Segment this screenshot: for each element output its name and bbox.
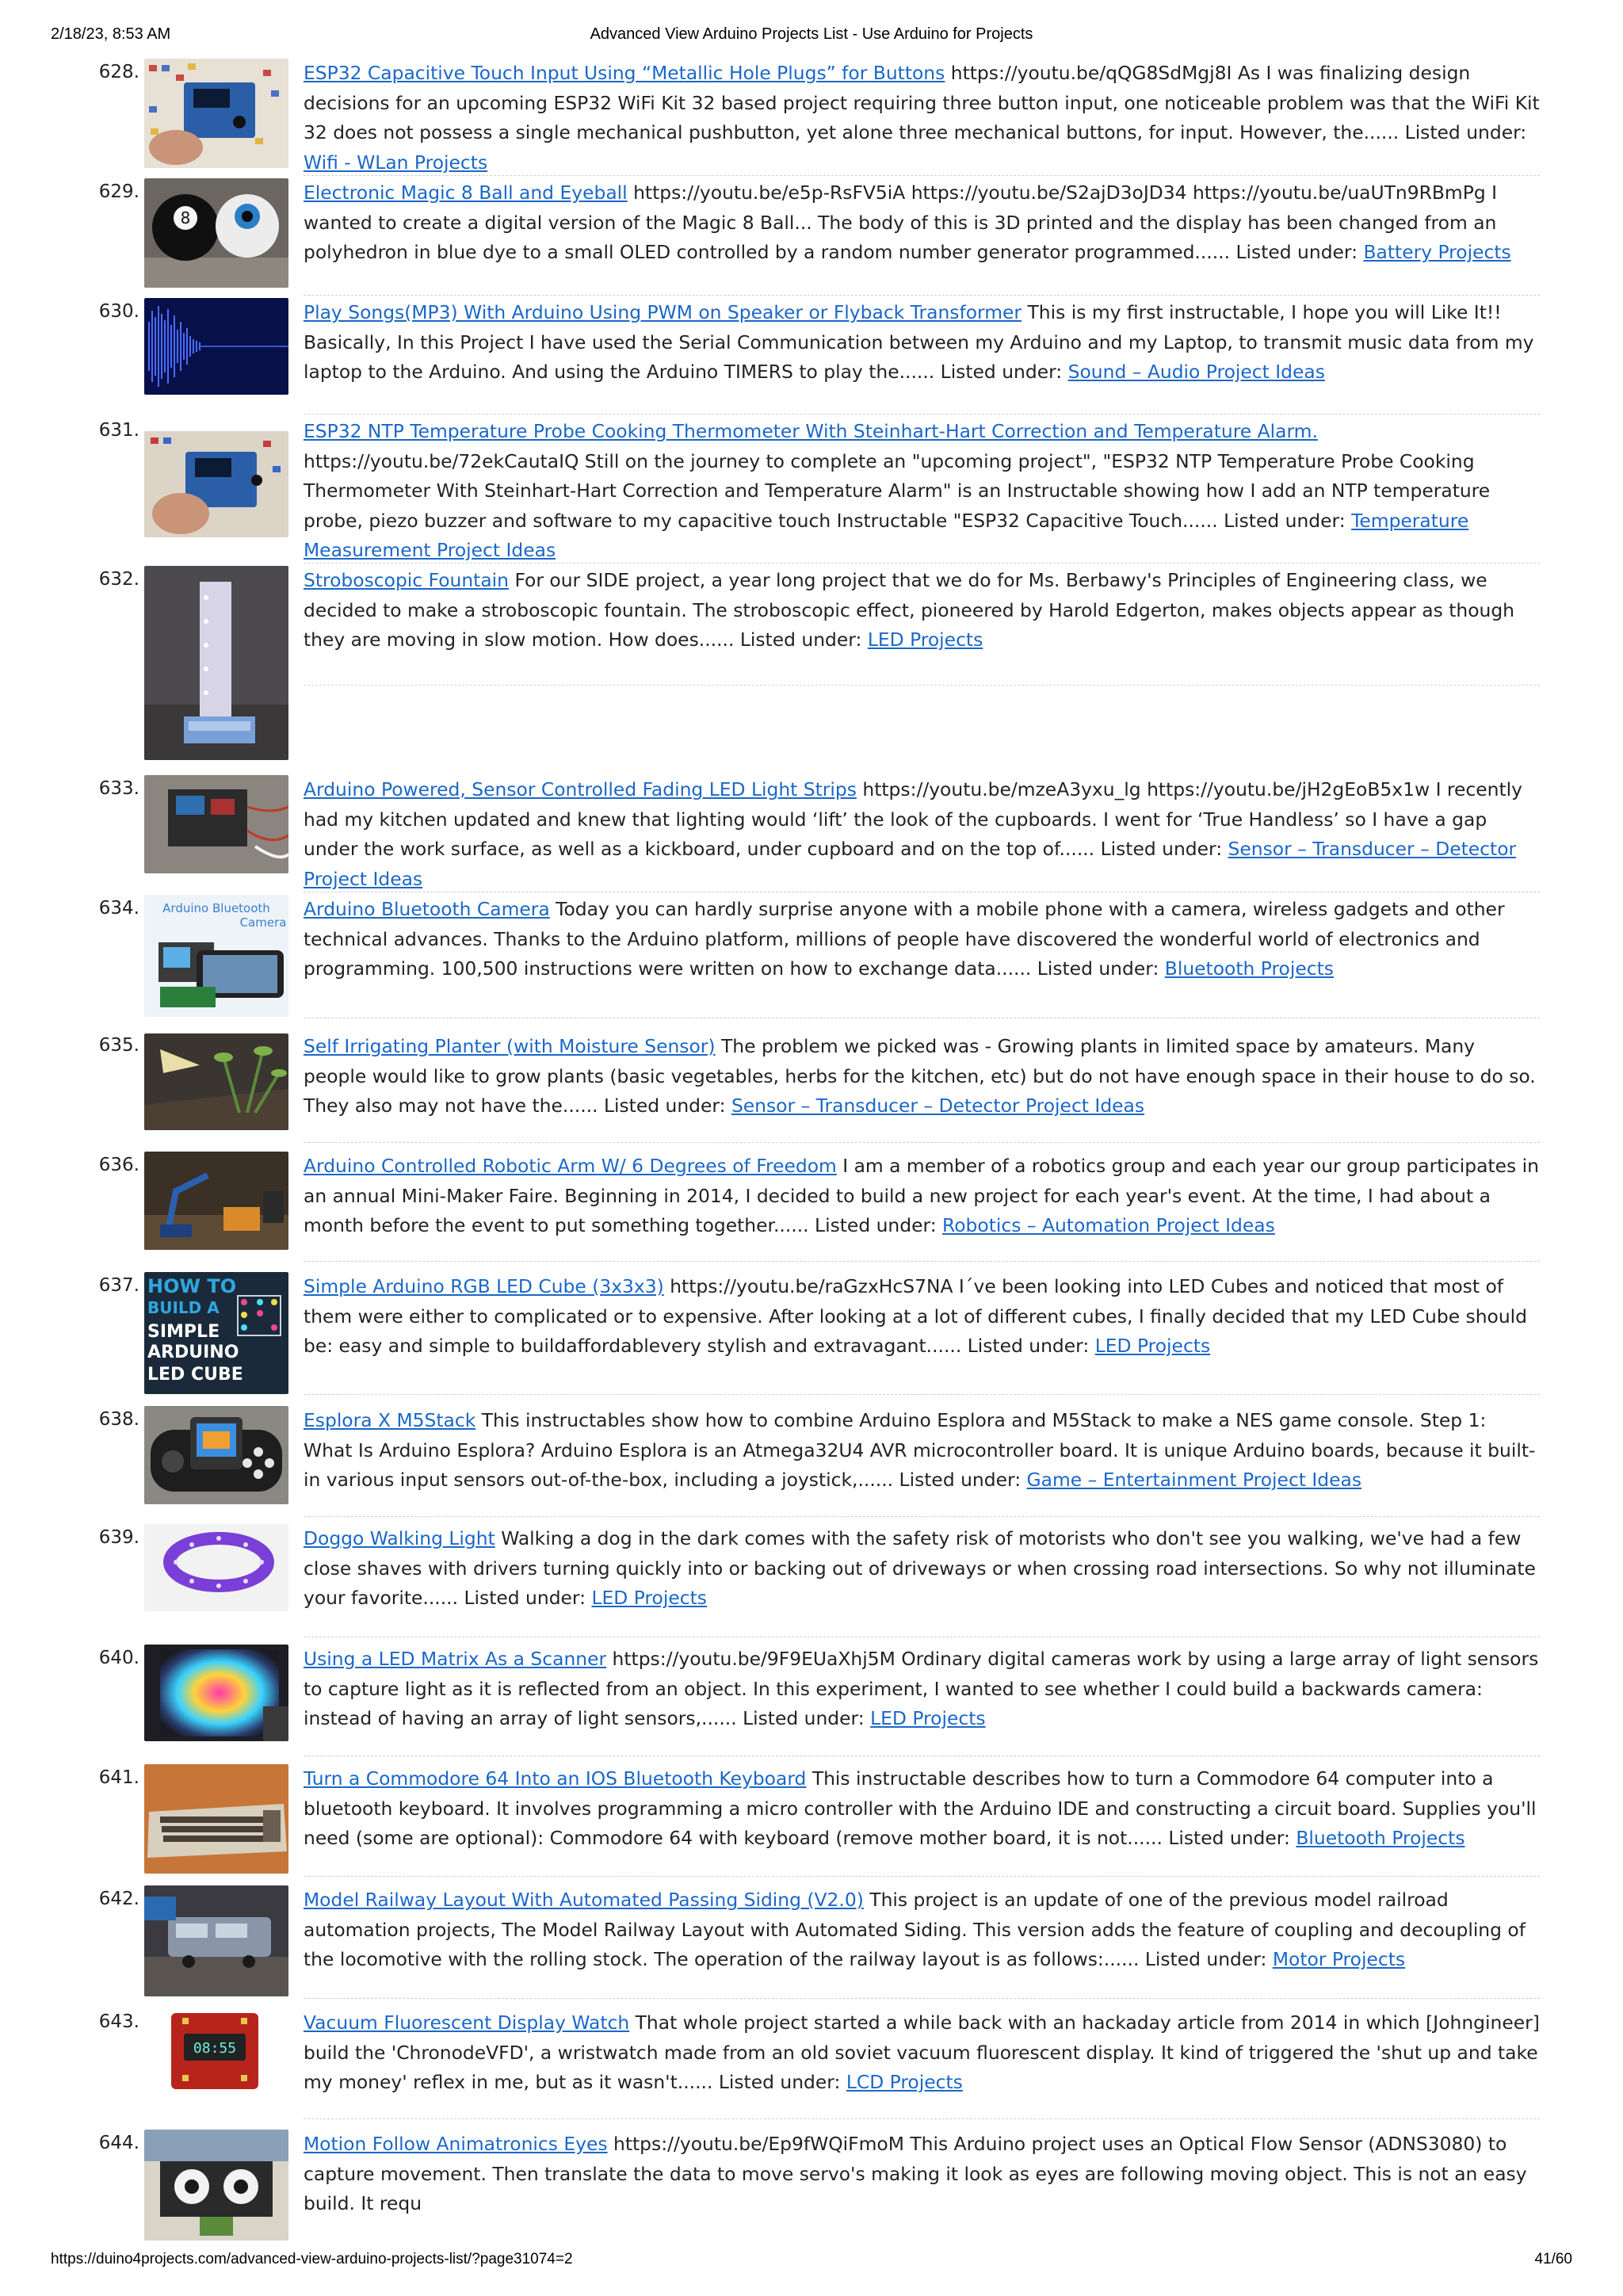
project-description: https://youtu.be/Ep9fWQiFmoM This Arduino project uses an Optical Flow Sensor (ADNS3080) to capture movement. Then translate the data to move servo's making it look as eyes are following moving object. This is not an easy build. It requ — [304, 2133, 1527, 2214]
project-title-link[interactable]: Vacuum Fluorescent Display Watch — [304, 2011, 630, 2034]
category-link[interactable]: Sensor – Transducer – Detector Project Ideas — [731, 1095, 1145, 1117]
project-title-link[interactable]: Arduino Bluetooth Camera — [304, 898, 550, 920]
entry-text — [304, 2008, 1540, 2098]
project-description: Walking a dog in the dark comes with the safety risk of motorists who don't see you walking, we've had a few close shaves with drivers turning quickly into or backing out of driveways or when crossing road intersections. So why not illuminate your favorite...... — [304, 1527, 1536, 1609]
project-description: https://youtu.be/mzeA3yxu_lg https://youtu.be/jH2gEoB5x1w I recently had my kitchen updated and knew that lighting would ‘lift’ the look of the cupboards. I went for ‘True Handless’ so I have a gap under the work surface, as well as a kickboard, under cupboard and on the top of...... — [304, 778, 1522, 860]
entry-text — [304, 1152, 1540, 1241]
svg-text:HOW TO: HOW TO — [147, 1275, 237, 1297]
listed-under-label: Listed under: — [899, 1469, 1022, 1491]
listed-under-label: Listed under: — [743, 1707, 865, 1729]
divider — [304, 2118, 1540, 2119]
category-link[interactable]: Motor Projects — [1272, 1948, 1406, 1970]
item-number: 633. — [98, 778, 139, 799]
esp32-board-thumbnail[interactable] — [144, 431, 288, 537]
category-link[interactable]: Battery Projects — [1363, 241, 1511, 263]
project-description: https://youtu.be/raGzxHcS7NA I´ve been looking into LED Cubes and noticed that most of them were either to complicated or to expensive. After looking at a lot of different cubes, I finally decided that my LED Cube should be: easy and simple to buildaffordablevery stylish and extravagant...... — [304, 1275, 1528, 1357]
item-number: 638. — [98, 1409, 139, 1430]
item-number: 628. — [98, 62, 139, 82]
project-description: https://youtu.be/qQG8SdMgj8I As I was finalizing design decisions for an upcoming ESP32 WiFi Kit 32 based project requiring three button input, one noticeable problem was that the WiFi Kit 32 does not possess a single mechanical pushbutton, yet alone three mechanical buttons, for input. However, the...... — [304, 62, 1540, 143]
robotic-arm-thumbnail[interactable] — [144, 1152, 288, 1250]
planter-thumbnail[interactable] — [144, 1033, 288, 1130]
project-description: This instructable describes how to turn a Commodore 64 computer into a bluetooth keyboard. It involves programming a micro controller with the Arduino IDE and constructing a circuit board. Supplies you'll need (some are optional): Commodore 64 with keyboard (remove mother board, it is not...... — [304, 1767, 1537, 1849]
category-link[interactable]: LED Projects — [870, 1707, 986, 1729]
project-description: Today you can hardly surprise anyone with a mobile phone with a camera, wireless gadgets and other technical advances. Thanks to the Arduino platform, millions of people have discovered the wonderful world of electronics and programming. 100,500 instructions were written on how to exchange data...... — [304, 898, 1505, 980]
svg-text:ARDUINO: ARDUINO — [147, 1343, 239, 1362]
entry-text — [304, 2130, 1540, 2219]
category-link[interactable]: Wifi - WLan Projects — [304, 151, 488, 174]
category-link[interactable]: LCD Projects — [846, 2071, 963, 2093]
divider — [304, 1998, 1540, 1999]
category-link[interactable]: Robotics – Automation Project Ideas — [942, 1214, 1275, 1236]
magic-8-ball-thumbnail[interactable] — [144, 178, 288, 288]
animatronic-eyes-thumbnail[interactable] — [144, 2130, 288, 2241]
category-link[interactable]: Bluetooth Projects — [1164, 957, 1334, 980]
led-matrix-thumbnail[interactable] — [144, 1645, 288, 1741]
item-number: 632. — [98, 569, 139, 590]
project-title-link[interactable]: Simple Arduino RGB LED Cube (3x3x3) — [304, 1275, 664, 1297]
entry-text — [304, 895, 1540, 984]
svg-text:SIMPLE: SIMPLE — [147, 1322, 220, 1342]
project-description: This instructables show how to combine Arduino Esplora and M5Stack to make a NES game console. Step 1: What Is Arduino Esplora? Arduino Esplora is an Atmega32U4 AVR microcontroller board. It is unique Arduino boards, because it built-in various input sensors out-of-the-box, including a joystick,...... — [304, 1409, 1536, 1491]
project-description: For our SIDE project, a year long project that we do for Ms. Berbawy's Principles of Engineering class, we decided to make a stroboscopic fountain. The stroboscopic effect, pioneered by Harold Edgerton, makes objects appear as though they are moving in slow motion. How does...... — [304, 569, 1514, 651]
listed-under-label: Listed under: — [967, 1335, 1090, 1357]
item-number: 641. — [98, 1767, 139, 1788]
entry-text — [304, 1645, 1540, 1734]
listed-under-label: Listed under: — [940, 361, 1063, 383]
item-number: 635. — [98, 1035, 139, 1056]
dog-collar-thumbnail[interactable] — [144, 1524, 288, 1611]
listed-under-label: Listed under: — [739, 628, 862, 651]
listed-under-label: Listed under: — [1168, 1827, 1290, 1849]
entry-text — [304, 1272, 1540, 1362]
category-link[interactable]: LED Projects — [867, 628, 983, 651]
category-link[interactable]: LED Projects — [591, 1587, 707, 1609]
listed-under-label: Listed under: — [1100, 838, 1223, 860]
entry-text — [304, 775, 1540, 894]
project-description: The problem we picked was - Growing plants in limited space by amateurs. Many people would like to grow plants (basic vegetables, herbs for the kitchen, etc) but do not have enough space in their house to do so. They also may not have the...... — [304, 1035, 1536, 1117]
project-title-link[interactable]: Stroboscopic Fountain — [304, 569, 509, 591]
category-link[interactable]: Sensor – Transducer – Detector Project Ideas — [304, 838, 1517, 890]
vfd-watch-thumbnail[interactable] — [158, 2008, 271, 2094]
entry-text — [304, 59, 1540, 178]
category-link[interactable]: Temperature Measurement Project Ideas — [304, 509, 1469, 561]
item-number: 637. — [98, 1275, 139, 1296]
listed-under-label: Listed under: — [1037, 957, 1159, 980]
item-number: 629. — [98, 181, 139, 202]
print-footer — [0, 2251, 1623, 2275]
listed-under-label: Listed under: — [1224, 509, 1346, 532]
divider — [304, 295, 1540, 296]
print-page-title: Advanced View Arduino Projects List - Use Arduino for Projects — [590, 25, 1033, 43]
entry-text — [304, 178, 1540, 268]
item-number: 631. — [98, 420, 139, 441]
project-title-link[interactable]: Arduino Powered, Sensor Controlled Fading LED Light Strips — [304, 778, 857, 800]
svg-text:Arduino Bluetooth: Arduino Bluetooth — [162, 901, 270, 915]
project-title-link[interactable]: Model Railway Layout With Automated Passing Siding (V2.0) — [304, 1889, 864, 1911]
bluetooth-camera-thumbnail[interactable] — [144, 895, 288, 1017]
category-link[interactable]: LED Projects — [1094, 1335, 1211, 1357]
project-title-link[interactable]: Motion Follow Animatronics Eyes — [304, 2133, 608, 2155]
listed-under-label: Listed under: — [603, 1095, 726, 1117]
esp32-board-thumbnail[interactable] — [144, 59, 288, 168]
divider — [304, 1394, 1540, 1395]
svg-text:BUILD A: BUILD A — [147, 1298, 220, 1317]
category-link[interactable]: Game – Entertainment Project Ideas — [1026, 1469, 1362, 1491]
project-description: https://youtu.be/72ekCautaIQ Still on the journey to complete an "upcoming project", "ESP32 NTP Temperature Probe Cooking Thermometer With Steinhart-Hart Correction and Temperature Alarm" is an Instructable showing how I add an NTP temperature probe, piezo buzzer and software to my capacitive touch Instructable "ESP32 Capacitive Touch...... — [304, 449, 1491, 532]
project-description: I am a member of a robotics group and each year our group participates in an annual Mini-Maker Faire. Beginning in 2014, I decided to build a new project for each year's event. At the time, I had about a month before the event to put something together...... — [304, 1155, 1539, 1236]
electronics-box-thumbnail[interactable] — [144, 775, 288, 873]
project-title-link[interactable]: ESP32 NTP Temperature Probe Cooking Thermometer With Steinhart-Hart Correction and Temperature Alarm. — [304, 420, 1318, 442]
item-number: 643. — [98, 2011, 139, 2032]
svg-text:Camera: Camera — [239, 915, 287, 930]
project-description: That whole project started a while back with an hackaday article from 2014 in which [Johngineer] build the 'ChronodeVFD', a wristwatch made from an old soviet vacuum fluorescent display. It kind of triggered the 'shut up and take my money' reflex in me, but as it wasn't...... — [304, 2011, 1540, 2093]
project-title-link[interactable]: Electronic Magic 8 Ball and Eyeball — [304, 181, 628, 204]
svg-text:LED CUBE: LED CUBE — [147, 1365, 243, 1385]
railway-thumbnail[interactable] — [144, 1885, 288, 1996]
item-number: 642. — [98, 1889, 139, 1909]
item-number: 644. — [98, 2133, 139, 2153]
print-datetime: 2/18/23, 8:53 AM — [51, 25, 171, 43]
print-url: https://duino4projects.com/advanced-view-arduino-projects-list/?page31074=2 — [51, 2251, 573, 2267]
entry-text — [304, 1764, 1540, 1854]
divider — [304, 1755, 1540, 1756]
divider — [304, 1516, 1540, 1517]
project-description: This project is an update of one of the previous model railroad automation projects, The Model Railway Layout with Automated Siding. This version adds the feature of coupling and decoupling of the locomotive with the rolling stock. The operation of the railway layout is as follows:...... — [304, 1889, 1526, 1970]
entry-text — [304, 1406, 1540, 1496]
waveform-thumbnail[interactable] — [144, 298, 288, 395]
divider — [304, 685, 1540, 686]
listed-under-label: Listed under: — [1144, 1948, 1267, 1970]
entry-text — [304, 1885, 1540, 1975]
project-title-link[interactable]: Esplora X M5Stack — [304, 1409, 476, 1431]
project-title-link[interactable]: ESP32 Capacitive Touch Input Using “Metallic Hole Plugs” for Buttons — [304, 62, 945, 84]
game-console-thumbnail[interactable] — [144, 1406, 288, 1504]
listed-under-label: Listed under: — [1404, 121, 1527, 143]
svg-text:8: 8 — [180, 208, 191, 227]
project-title-link[interactable]: Using a LED Matrix As a Scanner — [304, 1648, 607, 1670]
listed-under-label: Listed under: — [815, 1214, 937, 1236]
entry-text — [304, 1032, 1540, 1121]
entry-text — [304, 566, 1540, 655]
listed-under-label: Listed under: — [718, 2071, 841, 2093]
commodore-thumbnail[interactable] — [144, 1764, 288, 1874]
project-title-link[interactable]: Arduino Controlled Robotic Arm W/ 6 Degrees of Freedom — [304, 1155, 837, 1177]
item-number: 640. — [98, 1648, 139, 1668]
project-title-link[interactable]: Play Songs(MP3) With Arduino Using PWM on Speaker or Flyback Transformer — [304, 301, 1022, 323]
item-number: 636. — [98, 1155, 139, 1175]
divider — [304, 1876, 1540, 1877]
item-number: 634. — [98, 898, 139, 919]
item-number: 639. — [98, 1527, 139, 1548]
entry-text — [304, 298, 1540, 388]
entry-text — [304, 417, 1540, 566]
fountain-thumbnail[interactable] — [144, 566, 288, 760]
category-link[interactable]: Bluetooth Projects — [1296, 1827, 1465, 1849]
item-number: 630. — [98, 301, 139, 322]
category-link[interactable]: Sound – Audio Project Ideas — [1067, 361, 1325, 383]
project-title-link[interactable]: Turn a Commodore 64 Into an IOS Bluetooth Keyboard — [304, 1767, 807, 1790]
print-header — [0, 25, 1623, 49]
divider — [304, 175, 1540, 176]
project-description: This is my first instructable, I hope you will Like It!! Basically, In this Project I have used the Serial Communication between my Arduino and my Laptop, to transmit music data from my laptop to the Arduino. And using the Arduino TIMERS to play the...... — [304, 301, 1534, 383]
led-cube-thumbnail[interactable] — [144, 1272, 288, 1394]
svg-text:08:55: 08:55 — [193, 2040, 237, 2057]
project-title-link[interactable]: Doggo Walking Light — [304, 1527, 495, 1549]
project-description: https://youtu.be/9F9EUaXhj5M Ordinary digital cameras work by using a large array of light sensors to capture light as it is reflected from an object. In this experiment, I wanted to see whether I could build a backwards camera: instead of having an array of light sensors,...... — [304, 1648, 1539, 1729]
page-number: 41/60 — [1534, 2251, 1572, 2267]
divider — [304, 1142, 1540, 1143]
listed-under-label: Listed under: — [464, 1587, 586, 1609]
listed-under-label: Listed under: — [1235, 241, 1358, 263]
project-title-link[interactable]: Self Irrigating Planter (with Moisture Sensor) — [304, 1035, 716, 1057]
divider — [304, 414, 1540, 415]
entry-text — [304, 1524, 1540, 1614]
project-description: https://youtu.be/e5p-RsFV5iA https://youtu.be/S2ajD3oJD34 https://youtu.be/uaUTn9RBmPg I wanted to create a digital version of the Magic 8 Ball... The body of this is 3D printed and the display has been changed from an polyhedron in blue dye to a small OLED controlled by a random number generator programmed...... — [304, 181, 1497, 263]
divider — [304, 1261, 1540, 1262]
